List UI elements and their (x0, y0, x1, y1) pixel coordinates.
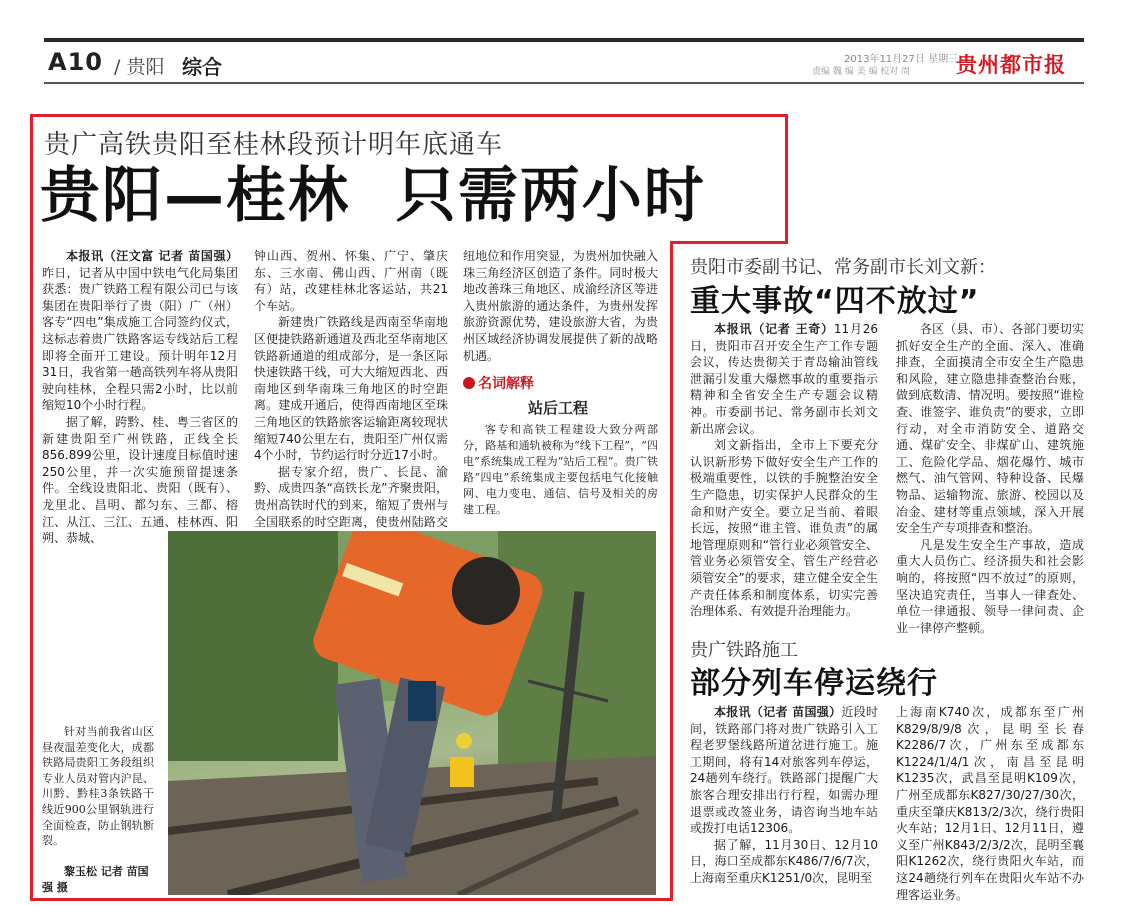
glossary-bullet-icon (463, 377, 475, 389)
glossary-text-body: 客专和高铁工程建设大致分两部分，路基和通轨被称为“线下工程”，“四电”系统集成工程为“站后工程”。贵广铁路“四电”系统集成主要包括电气化接触网、电力变电、通信、信号及相关的房建工程。 (463, 423, 658, 516)
story2-col2-p1: 各区（县、市）、各部门要切实抓好安全生产的全面、深入、准确排查，全面摸清全市安全生产隐患和风险，建立隐患排查整治台账，做到底数清、情况明。要按照“谁检查、谁签字、谁负责”的要求，立即行动，对全市消防安全、道路交通、煤矿安全、非煤矿山、建筑施工、危险化学品、烟花爆竹、城市燃气、油气管网、特种设备、民爆物品、运输物流、旅游、校园以及冶金、建材等重点领域，深入开展安全生产专项排查和整治。 (896, 322, 1084, 536)
story3-col2-p1: 上海南K740次，成都东至广州K829/8/9/8次，昆明至长春K2286/7次，广州东至成都东K1224/1/4/1次，南昌至昆明K1235次，武昌至昆明K109次，广州至成都东K827/30/27/30次，重庆至肇庆K813/2/3次，绕行贵阳火车站；12月1日、12月11日，遵义至广州K843/2/3/2次，昆明至襄阳K1262次，绕行贵阳火车站，而这24趟绕行列车在贵阳火车站不办理客运业务。 (896, 705, 1084, 902)
story2-kicker: 贵阳市委副书记、常务副市长刘文新： (690, 257, 996, 278)
story3-headline: 部分列车停运绕行 (690, 666, 938, 701)
glossary-tag (463, 373, 534, 393)
page-header (44, 38, 1084, 86)
photo-caption (42, 724, 154, 849)
glossary-term: 站后工程 (528, 399, 589, 417)
lead-headline: 贵阳—桂林 只需两小时 (40, 161, 706, 231)
lead-column-3 (463, 248, 658, 364)
story2-byline: 本报讯（记者 王奇） (714, 322, 834, 336)
lead-column-2 (254, 248, 448, 547)
story3-col1-p1: 近段时间，铁路部门将对贵广铁路引入工程老罗堡线路所道岔进行施工。施工期间，将有14对旅客列车停运，24趟列车绕行。铁路部门提醒广大旅客合理安排出行行程，如需办理退票或改签业务，请咨询当地车站或拨打电话12306。 (690, 705, 878, 836)
editor-line: 责编 魏 编 美 编 校对 周 (812, 67, 911, 77)
section-name: 综合 (182, 55, 222, 79)
photo-illustration (168, 531, 656, 895)
lead-story-frame-right-upper (785, 114, 788, 244)
date-line: 2013年11月27日 星期三 (844, 54, 959, 65)
lead-col2-p1: 钟山西、贺州、怀集、广宁、肇庆东、三水南、佛山西、广州南（既有）站，改建桂林北客运站，共21个车站。 (254, 249, 448, 313)
lead-story-frame-step (670, 241, 788, 244)
story3-col1-p2: 据了解，11月30日、12月10日，海口至成都东K486/7/6/7次，上海南至重庆K1251/0次，昆明至 (690, 837, 878, 885)
lead-col1-p2: 据了解，跨黔、桂、粤三省区的新建贵阳至广州铁路，正线全长856.899公里，设计速度目标值时速250公里，并一次实施预留提速条件。全线设贵阳北、贵阳（既有）、龙里北、昌明、都匀东、三都、榕江、从江、三江、五通、桂林西、阳朔、恭城、 (42, 414, 238, 546)
brand-logo: 贵州都市报 (956, 53, 1066, 77)
lead-col2-p3: 据专家介绍，贵广、长昆、渝黔、成贵四条“高铁长龙”齐聚贵阳，贵州高铁时代的到来，缩短了贵州与全国联系的时空距离，使贵州陆路交 (254, 464, 448, 529)
story3-column-2 (896, 704, 1084, 903)
story2-column-1 (690, 321, 878, 620)
story2-col2-p2: 凡是发生安全生产事故，造成重大人员伤亡、经济损失和社会影响的，将按照“四不放过”的原则，坚决追究责任，当事人一律查处、单位一律通报、领导一律问责、企业一律停产整顿。 (896, 537, 1084, 635)
header-top-rule (44, 38, 1084, 42)
page-number: A10 (48, 48, 103, 76)
section-prefix: / 贵阳 (114, 56, 165, 78)
story2-column-2 (896, 321, 1084, 636)
glossary-tag-label: 名词解释 (478, 376, 534, 392)
header-bottom-rule (44, 82, 1084, 84)
story3-column-1 (690, 704, 878, 887)
story3-kicker: 贵广铁路施工 (690, 640, 798, 661)
lead-col3-p1: 纽地位和作用突显，为贵州加快融入珠三角经济区创造了条件。同时极大地改善珠三角地区、成渝经济区等进入贵州旅游的通达条件，为贵州发挥旅游资源优势，建设旅游大省，为贵州区域经济协调发展提供了新的战略机遇。 (463, 249, 658, 363)
story3-byline: 本报讯（记者 苗国强） (714, 705, 842, 719)
photo-caption-text: 针对当前我省山区昼夜温差变化大，成都铁路局贵阳工务段组织专业人员对管内沪昆、川黔、黔桂3条铁路干线近900公里钢轨进行全面检查，防止钢轨断裂。 (42, 725, 154, 848)
story2-headline: 重大事故“四不放过” (690, 284, 980, 319)
story2-col1-p2: 刘文新指出，全市上下要充分认识新形势下做好安全生产工作的极端重要性，以铁的手腕整治安全生产隐患，切实保护人民群众的生命和财产安全。要立足当前、着眼长远，按照“谁主管、谁负责”的属地管理原则和“管行业必须管安全、管业务必须管安全、管生产经营必须管安全”的要求，建立健全安全生产责任体系和制度体系，切实完善治理体系、有效提升治理能力。 (690, 438, 878, 619)
lead-col2-p2: 新建贵广铁路线是西南至华南地区便捷铁路新通道及西北至华南地区铁路新通道的组成部分，是一条区际快速铁路干线，可大大缩短西北、西南地区到华南珠三角地区的时空距离。建成开通后，使得西南地区至珠三角地区的铁路旅客运输距离较现状缩短740公里左右，贵阳至广州仅需4个小时，节约运行时分近17小时。 (254, 315, 448, 463)
track-inspection-photo (168, 531, 656, 895)
lead-col1-p1: 昨日，记者从中国中铁电气化局集团获悉：贵广铁路工程有限公司已与该集团在贵阳举行了贵（阳）广（州）客专“四电”集成施工合同签约仪式，这标志着贵广铁路客运专线站后工程即将全面开工建设。预计明年12月31日，我省第一趟高铁列车将从贵阳驶向桂林，全程只需2小时，比以前缩短10个小时行程。 (42, 265, 238, 413)
story2-col1-p1: 11月26日，贵阳市召开安全生产工作专题会议，传达贵彻关于青岛输油管线泄漏引发重大爆燃事故的重要指示精神和全省安全生产专题会议精神。市委副书记、常务副市长刘文新出席会议。 (690, 322, 878, 436)
glossary-text (463, 422, 658, 518)
photo-credit: 黎玉松 记者 苗国强 摄 (42, 865, 149, 894)
lead-column-1 (42, 248, 238, 547)
lead-byline: 本报讯（汪文富 记者 苗国强） (66, 249, 238, 263)
lead-kicker: 贵广高铁贵阳至桂林段预计明年底通车 (44, 130, 504, 160)
